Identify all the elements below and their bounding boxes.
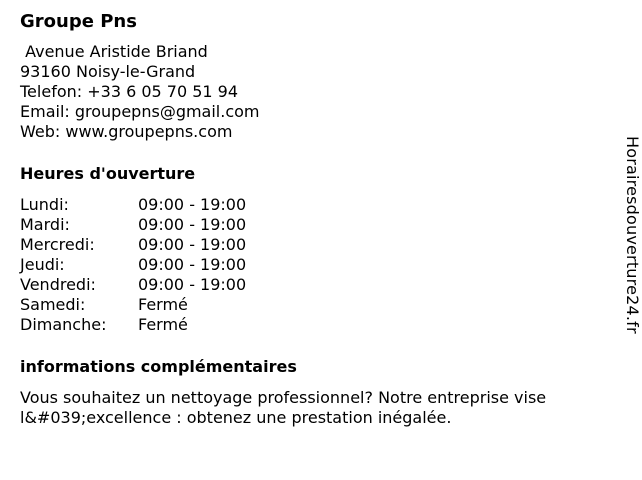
day-label: Lundi: [20,195,69,214]
email-line: Email: groupepns@gmail.com [20,102,260,121]
city-line: 93160 Noisy-le-Grand [20,62,196,81]
phone-line: Telefon: +33 6 05 70 51 94 [20,82,239,101]
hours-row [20,275,246,295]
day-label: Jeudi: [20,255,65,274]
contact-block [20,42,610,142]
day-label: Mercredi: [20,235,95,254]
brand-vertical-text: Horairesdouverture24.fr [623,136,642,334]
day-hours: Fermé [138,295,188,314]
hours-row [20,315,246,335]
business-card [20,10,610,428]
day-label: Vendredi: [20,275,96,294]
hours-row [20,235,246,255]
day-hours: 09:00 - 19:00 [138,215,247,234]
hours-heading: Heures d'ouverture [20,164,196,183]
street-address: Avenue Aristide Briand [20,42,208,61]
hours-table [20,195,246,335]
day-label: Mardi: [20,215,70,234]
day-hours: 09:00 - 19:00 [138,195,247,214]
info-heading: informations complémentaires [20,357,297,376]
day-label: Samedi: [20,295,86,314]
day-hours: Fermé [138,315,188,334]
day-hours: 09:00 - 19:00 [138,275,247,294]
hours-row [20,255,246,275]
web-line: Web: www.groupepns.com [20,122,233,141]
day-hours: 09:00 - 19:00 [138,235,247,254]
day-hours: 09:00 - 19:00 [138,255,247,274]
info-description: Vous souhaitez un nettoyage professionnel? Notre entreprise vise l&#039;excellence : obtenez une prestation inégalée. [20,388,547,427]
hours-row [20,215,246,235]
hours-row [20,195,246,215]
business-name: Groupe Pns [20,11,137,32]
day-label: Dimanche: [20,315,107,334]
hours-row [20,295,246,315]
